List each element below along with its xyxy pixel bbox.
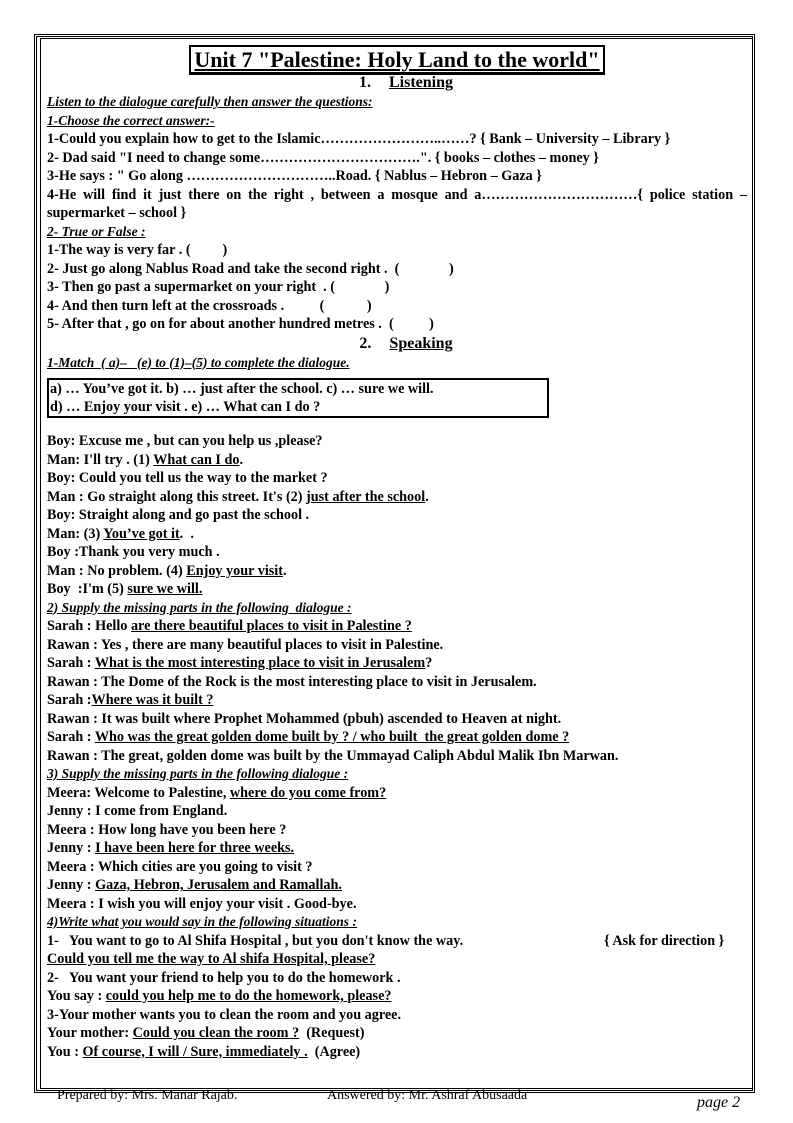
dialogue1-line: Man: (3) You’ve got it. . bbox=[47, 525, 194, 542]
situation-1: 1- You want to go to Al Shifa Hospital , but you don't know the way. { Ask for direction } bbox=[47, 932, 725, 949]
dialogue3-line: Jenny : I have been here for three weeks. bbox=[47, 840, 295, 856]
choose-heading: 1-Choose the correct answer:- bbox=[47, 112, 215, 128]
answer-2: just after the school bbox=[306, 488, 426, 505]
tf-q4: 4- And then turn left at the crossroads . ( ) bbox=[47, 297, 372, 314]
dialogue2-line: Sarah : Who was the great golden dome built by ? / who built the great golden dome ? bbox=[47, 729, 570, 745]
choose-q1: 1-Could you explain how to get to the Islamic……………………..……? { Bank – University – Library } bbox=[47, 131, 671, 147]
situation-2-answer: You say : could you help me to do the homework, please? bbox=[47, 988, 392, 1004]
situation-3-agree: You : Of course, I will / Sure, immediately . (Agree) bbox=[47, 1043, 361, 1060]
dialogue3-line: Meera : Which cities are you going to visit ? bbox=[47, 858, 313, 875]
dialogue3-line: Meera : I wish you will enjoy your visit . Good-bye. bbox=[47, 895, 357, 912]
q2-heading: 2) Supply the missing parts in the following dialogue : bbox=[47, 599, 352, 615]
listening-instruction: Listen to the dialogue carefully then answer the questions: bbox=[47, 94, 373, 109]
dialogue2-line: Rawan : Yes , there are many beautiful places to visit in Palestine. bbox=[47, 636, 444, 653]
page-title: Unit 7 "Palestine: Holy Land to the world" bbox=[47, 47, 747, 73]
tf-q1: 1-The way is very far . ( ) bbox=[47, 242, 228, 258]
page-number: page 2 bbox=[697, 1094, 741, 1111]
choose-q4: 4-He will find it just there on the right , between a mosque and a……………………………{ police station – supermarket – school } bbox=[47, 186, 747, 221]
situation-3-request: Your mother: Could you clean the room ? (Request) bbox=[47, 1025, 365, 1041]
choose-q2: 2- Dad said "I need to change some…………………………….". { books – clothes – money } bbox=[47, 149, 599, 166]
answer-1: What can I do bbox=[153, 451, 240, 468]
dialogue3-line: Jenny : Gaza, Hebron, Jerusalem and Ramallah. bbox=[47, 877, 342, 893]
dialogue1-line: Man : Go straight along this street. It's (2) just after the school. bbox=[47, 488, 429, 505]
dialogue3-line: Meera: Welcome to Palestine, where do you come from? bbox=[47, 784, 387, 801]
answer-3: You’ve got it bbox=[103, 525, 180, 542]
dialogue1-line: Man : No problem. (4) Enjoy your visit. bbox=[47, 562, 287, 579]
answer-4: Enjoy your visit bbox=[186, 562, 283, 579]
match-options-line-1: a) … You’ve got it. b) … just after the school. c) … sure we will. bbox=[50, 381, 434, 397]
situation-2: 2- You want your friend to help you to do the homework . bbox=[47, 969, 401, 986]
match-options-box bbox=[47, 378, 549, 418]
q4-heading: 4)Write what you would say in the following situations : bbox=[47, 914, 357, 929]
dialogue2-line: Sarah :Where was it built ? bbox=[47, 692, 214, 708]
dialogue2-line: Sarah : What is the most interesting place to visit in Jerusalem? bbox=[47, 655, 433, 671]
match-heading: 1-Match ( a)– (e) to (1)–(5) to complete the dialogue. bbox=[47, 354, 350, 370]
tf-q5: 5- After that , go on for about another hundred metres . ( ) bbox=[47, 316, 434, 332]
dialogue1-line: Boy :Thank you very much . bbox=[47, 544, 220, 560]
dialogue1-line: Boy: Could you tell us the way to the market ? bbox=[47, 470, 328, 486]
choose-q3: 3-He says : " Go along …………………………..Road. { Nablus – Hebron – Gaza } bbox=[47, 168, 542, 184]
prepared-by: Prepared by: Mrs. Manar Rajab. bbox=[57, 1088, 238, 1103]
dialogue2-line: Rawan : The Dome of the Rock is the most interesting place to visit in Jerusalem. bbox=[47, 673, 537, 690]
section-speaking-heading: 2. Speaking bbox=[359, 334, 453, 352]
dialogue2-line: Sarah : Hello are there beautiful places to visit in Palestine ? bbox=[47, 618, 412, 634]
answer-5: sure we will. bbox=[127, 581, 203, 597]
dialogue1-line: Boy: Excuse me , but can you help us ,please? bbox=[47, 433, 323, 449]
situation-1-answer: Could you tell me the way to Al shifa Hospital, please? bbox=[47, 951, 376, 967]
q3-heading: 3) Supply the missing parts in the following dialogue : bbox=[47, 766, 349, 781]
dialogue1-line: Boy :I'm (5) sure we will. bbox=[47, 581, 203, 597]
answered-by: Answered by: Mr. Ashraf Abusaada bbox=[327, 1088, 528, 1103]
dialogue1-line: Boy: Straight along and go past the school . bbox=[47, 507, 310, 523]
dialogue2-line: Rawan : It was built where Prophet Mohammed (pbuh) ascended to Heaven at night. bbox=[47, 710, 562, 727]
section-listening-heading: 1. Listening bbox=[358, 74, 453, 91]
tf-q3: 3- Then go past a supermarket on your right . ( ) bbox=[47, 279, 390, 295]
tf-q2: 2- Just go along Nablus Road and take the second right . ( ) bbox=[47, 260, 454, 277]
situation-3: 3-Your mother wants you to clean the room and you agree. bbox=[47, 1006, 402, 1023]
dialogue2-line: Rawan : The great, golden dome was built by the Ummayad Caliph Abdul Malik Ibn Marwan. bbox=[47, 747, 619, 764]
tf-heading: 2- True or False : bbox=[47, 223, 146, 239]
worksheet bbox=[47, 47, 747, 1061]
dialogue3-line: Jenny : I come from England. bbox=[47, 803, 228, 819]
dialogue1-line: Man: I'll try . (1) What can I do. bbox=[47, 451, 244, 468]
dialogue3-line: Meera : How long have you been here ? bbox=[47, 821, 287, 838]
match-options-line-2: d) … Enjoy your visit . e) … What can I do ? bbox=[50, 399, 321, 415]
